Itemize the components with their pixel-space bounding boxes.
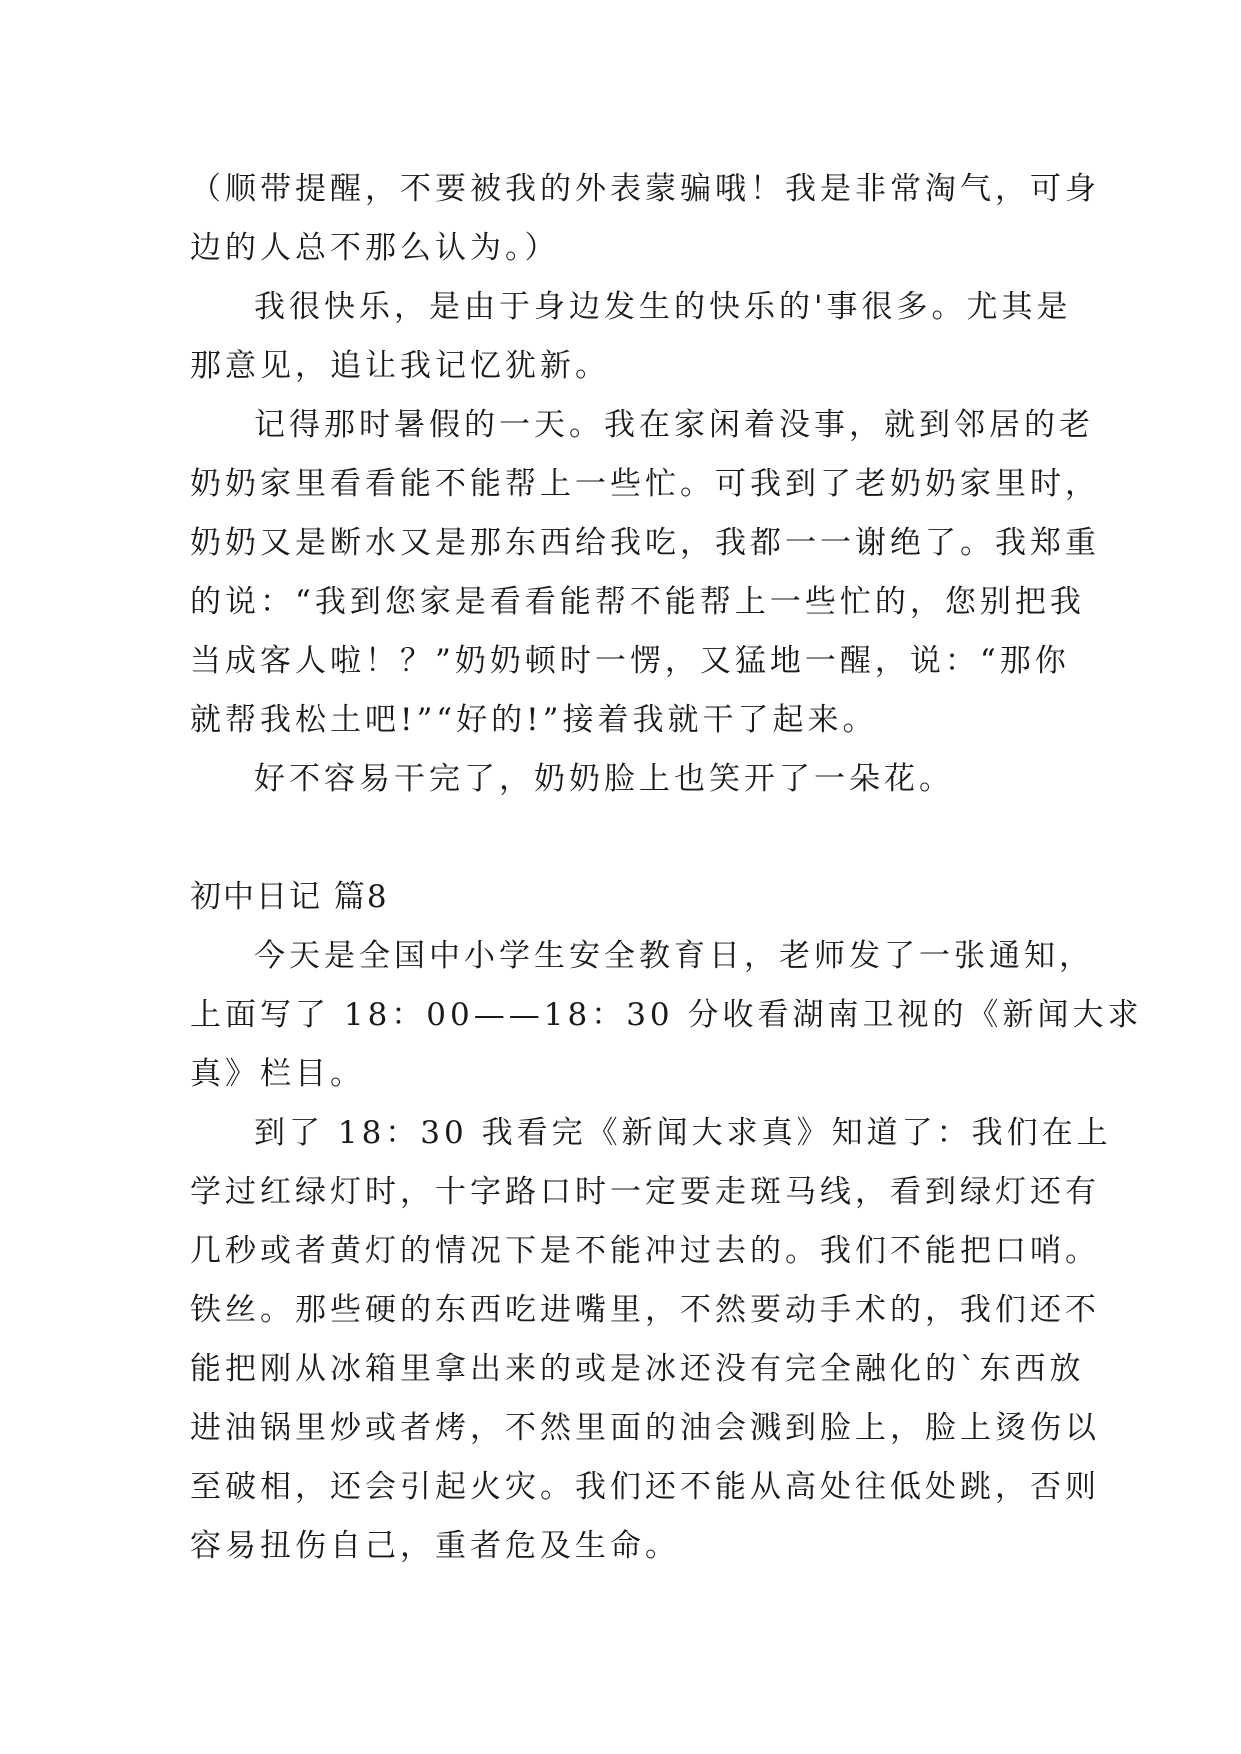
text-line: 铁丝。那些硬的东西吃进嘴里，不然要动手术的，我们还不 — [190, 1292, 1100, 1328]
text-line: 奶奶家里看看能不能帮上一些忙。可我到了老奶奶家里时， — [190, 466, 1100, 502]
text-line: 我很快乐，是由于身边发生的快乐的'事很多。尤其是 — [254, 289, 1072, 325]
text-line: 边的人总不那么认为。） — [190, 230, 560, 266]
text-line: 上面写了 18：00——18：30 分收看湖南卫视的《新闻大求 — [190, 997, 1143, 1033]
paragraph — [190, 750, 1070, 809]
text-line: 能把刚从冰箱里拿出来的或是冰还没有完全融化的`东西放 — [190, 1351, 1085, 1387]
section-gap — [190, 809, 1070, 868]
text-line: 进油锅里炒或者烤，不然里面的油会溅到脸上，脸上烫伤以 — [190, 1410, 1100, 1446]
text-line: 好不容易干完了，奶奶脸上也笑开了一朵花。 — [254, 761, 954, 797]
text-line: 真》栏目。 — [190, 1056, 365, 1092]
text-line: 的说：“我到您家是看看能帮不能帮上一些忙的，您别把我 — [190, 584, 1085, 620]
text-line: 记得那时暑假的一天。我在家闲着没事，就到邻居的老 — [254, 407, 1094, 443]
section-heading: 初中日记 篇8 — [190, 879, 389, 915]
text-line: 学过红绿灯时，十字路口时一定要走斑马线，看到绿灯还有 — [190, 1174, 1100, 1210]
paragraph — [190, 927, 1143, 1104]
text-line: 几秒或者黄灯的情况下是不能冲过去的。我们不能把口哨。 — [190, 1233, 1100, 1269]
text-line: 就帮我松土吧!”“好的!”接着我就干了起来。 — [190, 702, 878, 738]
document-body — [190, 160, 1143, 1576]
text-line: 至破相，还会引起火灾。我们还不能从高处往低处跳，否则 — [190, 1469, 1100, 1505]
text-line: 今天是全国中小学生安全教育日，老师发了一张通知， — [254, 938, 1094, 974]
text-line: 那意见，追让我记忆犹新。 — [190, 348, 610, 384]
text-line: 容易扭伤自己，重者危及生命。 — [190, 1528, 680, 1564]
paragraph — [190, 160, 1100, 278]
text-line: （顺带提醒，不要被我的外表蒙骗哦！我是非常淘气，可身 — [190, 171, 1100, 207]
paragraph — [190, 278, 1070, 396]
text-line: 到了 18：30 我看完《新闻大求真》知道了：我们在上 — [254, 1115, 1112, 1151]
text-line: 当成客人啦！？”奶奶顿时一愣，又猛地一醒，说：“那你 — [190, 643, 1070, 679]
paragraph — [190, 396, 1100, 750]
paragraph — [190, 1104, 1112, 1576]
text-line: 奶奶又是断水又是那东西给我吃，我都一一谢绝了。我郑重 — [190, 525, 1100, 561]
